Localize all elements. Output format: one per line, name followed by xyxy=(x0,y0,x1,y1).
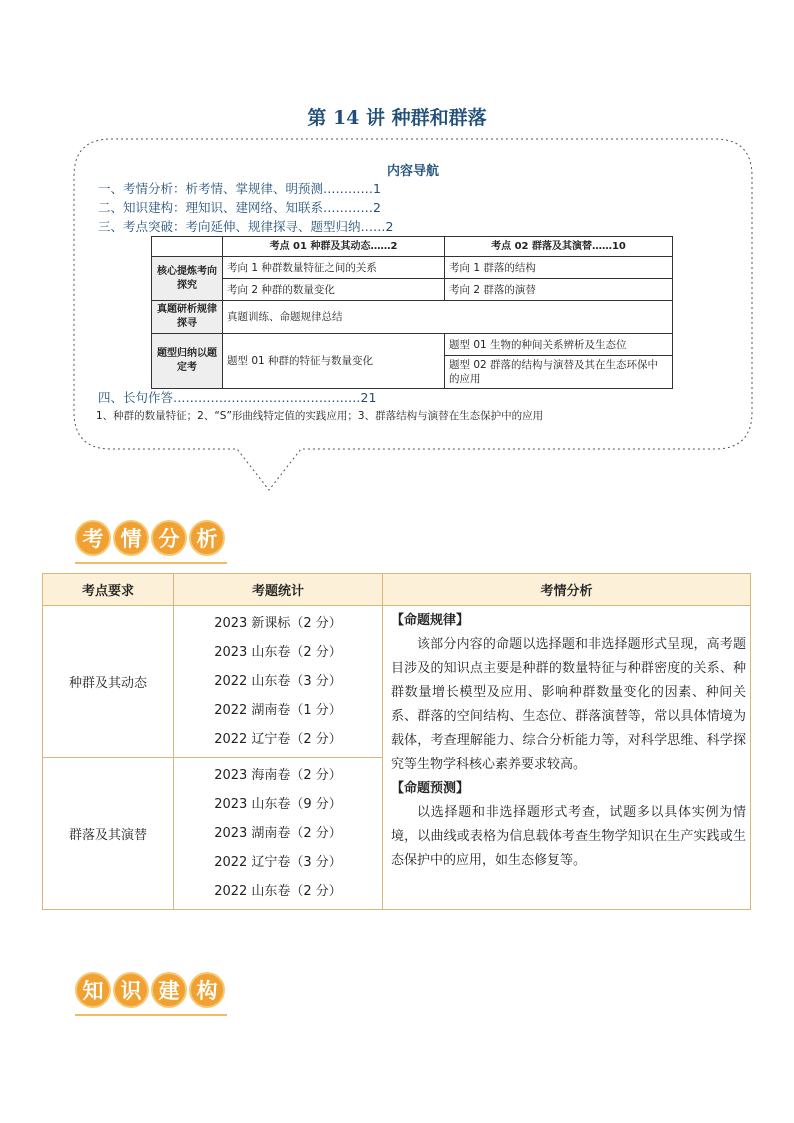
year-item: 2023 湖南卷（2 分） xyxy=(214,826,342,841)
year-item: 2023 山东卷（2 分） xyxy=(214,645,342,660)
analysis-cell xyxy=(383,606,751,910)
toc-label: 四、长句作答 xyxy=(98,390,174,405)
exam-analysis-table xyxy=(42,573,751,910)
badge-char: 析 xyxy=(189,520,225,556)
toc-dots: …… xyxy=(360,219,386,234)
toc-page: 21 xyxy=(360,390,377,405)
badge-char: 构 xyxy=(189,972,225,1008)
nav-row-label: 核心提炼考向探究 xyxy=(152,257,223,301)
col-header-stats: 考题统计 xyxy=(174,574,383,606)
nav-cell[interactable]: 考向 1 种群数量特征之间的关系 xyxy=(223,257,445,279)
nav-row-label: 题型归纳以题定考 xyxy=(152,334,223,389)
year-item: 2023 海南卷（2 分） xyxy=(214,768,342,783)
toc-dots: ………… xyxy=(323,200,374,215)
year-item: 2022 山东卷（3 分） xyxy=(214,674,342,689)
page-title: 第 14 讲 种群和群落 xyxy=(307,107,487,129)
rule-text: 该部分内容的命题以选择题和非选择题形式呈现，高考题目涉及的知识点主要是种群的数量特征与种群密度的关系、种群数量增长模型及应用、影响种群数量变化的因素、种间关系、群落的空间结构、生态位、群落演替等，常以具体情境为载体，考查理解能力、综合分析能力等，对科学思维、科学探究等生物学科核心素养要求较高。 xyxy=(391,637,746,772)
badge-char: 考 xyxy=(75,520,111,556)
year-item: 2022 辽宁卷（3 分） xyxy=(214,855,342,870)
toc-item-2[interactable] xyxy=(98,198,381,216)
toc-item-3[interactable] xyxy=(98,217,393,235)
topic-cell: 种群及其动态 xyxy=(43,606,174,758)
col-header-topic: 考点要求 xyxy=(43,574,174,606)
nav-cell[interactable]: 考向 2 种群的数量变化 xyxy=(223,279,445,301)
badge-underline xyxy=(75,562,227,564)
years-cell xyxy=(174,758,383,910)
toc-page: 2 xyxy=(373,200,381,215)
nav-col-header-2[interactable]: 考点 02 群落及其演替……10 xyxy=(445,237,673,257)
badge-char: 情 xyxy=(113,520,149,556)
toc-item-4[interactable] xyxy=(98,388,376,406)
topic-cell: 群落及其演替 xyxy=(43,758,174,910)
year-item: 2022 山东卷（2 分） xyxy=(214,884,342,899)
nav-cell[interactable]: 真题训练、命题规律总结 xyxy=(223,301,673,334)
section-badge-knowledge xyxy=(75,972,225,1008)
nav-row-label: 真题研析规律探寻 xyxy=(152,301,223,334)
badge-underline xyxy=(75,1014,227,1016)
section-badge-analysis xyxy=(75,520,225,556)
toc-label: 一、考情分析：析考情、掌规律、明预测 xyxy=(98,181,324,196)
nav-cell[interactable]: 题型 01 生物的种间关系辨析及生态位 xyxy=(445,334,673,356)
col-header-analysis: 考情分析 xyxy=(383,574,751,606)
badge-char: 建 xyxy=(151,972,187,1008)
year-item: 2023 山东卷（9 分） xyxy=(214,797,342,812)
nav-col-header-1[interactable]: 考点 01 种群及其动态……2 xyxy=(223,237,445,257)
rule-title: 【命题规律】 xyxy=(391,613,470,628)
nav-table xyxy=(151,236,673,389)
toc-dots: ………… xyxy=(323,181,374,196)
badge-char: 知 xyxy=(75,972,111,1008)
year-item: 2023 新课标（2 分） xyxy=(214,616,342,631)
nav-cell[interactable]: 考向 2 群落的演替 xyxy=(445,279,673,301)
nav-table-corner xyxy=(152,237,223,257)
nav-cell[interactable]: 题型 02 群落的结构与演替及其在生态环保中的应用 xyxy=(445,356,673,389)
toc-page: 1 xyxy=(373,181,381,196)
nav-heading: 内容导航 xyxy=(386,164,439,179)
toc-label: 二、知识建构：理知识、建网络、知联系 xyxy=(98,200,324,215)
year-item: 2022 湖南卷（1 分） xyxy=(214,703,342,718)
toc-dots: ……………………………………… xyxy=(173,390,361,405)
toc-page: 2 xyxy=(385,219,394,234)
badge-char: 识 xyxy=(113,972,149,1008)
year-item: 2022 辽宁卷（2 分） xyxy=(214,732,342,747)
predict-text: 以选择题和非选择题形式考查，试题多以具体实例为情境，以曲线或表格为信息载体考查生物学知识在生产实践或生态保护中的应用，如生态修复等。 xyxy=(391,805,746,868)
toc-item-1[interactable] xyxy=(98,179,381,197)
nav-cell[interactable]: 考向 1 群落的结构 xyxy=(445,257,673,279)
badge-char: 分 xyxy=(151,520,187,556)
toc-label: 三、考点突破：考向延伸、规律探寻、题型归纳 xyxy=(98,219,361,234)
years-cell xyxy=(174,606,383,758)
nav-footnote: 1、种群的数量特征；2、“S”形曲线特定值的实践应用；3、群落结构与演替在生态保护中的应用 xyxy=(96,410,544,422)
predict-title: 【命题预测】 xyxy=(391,781,470,796)
nav-cell[interactable]: 题型 01 种群的特征与数量变化 xyxy=(223,334,445,389)
